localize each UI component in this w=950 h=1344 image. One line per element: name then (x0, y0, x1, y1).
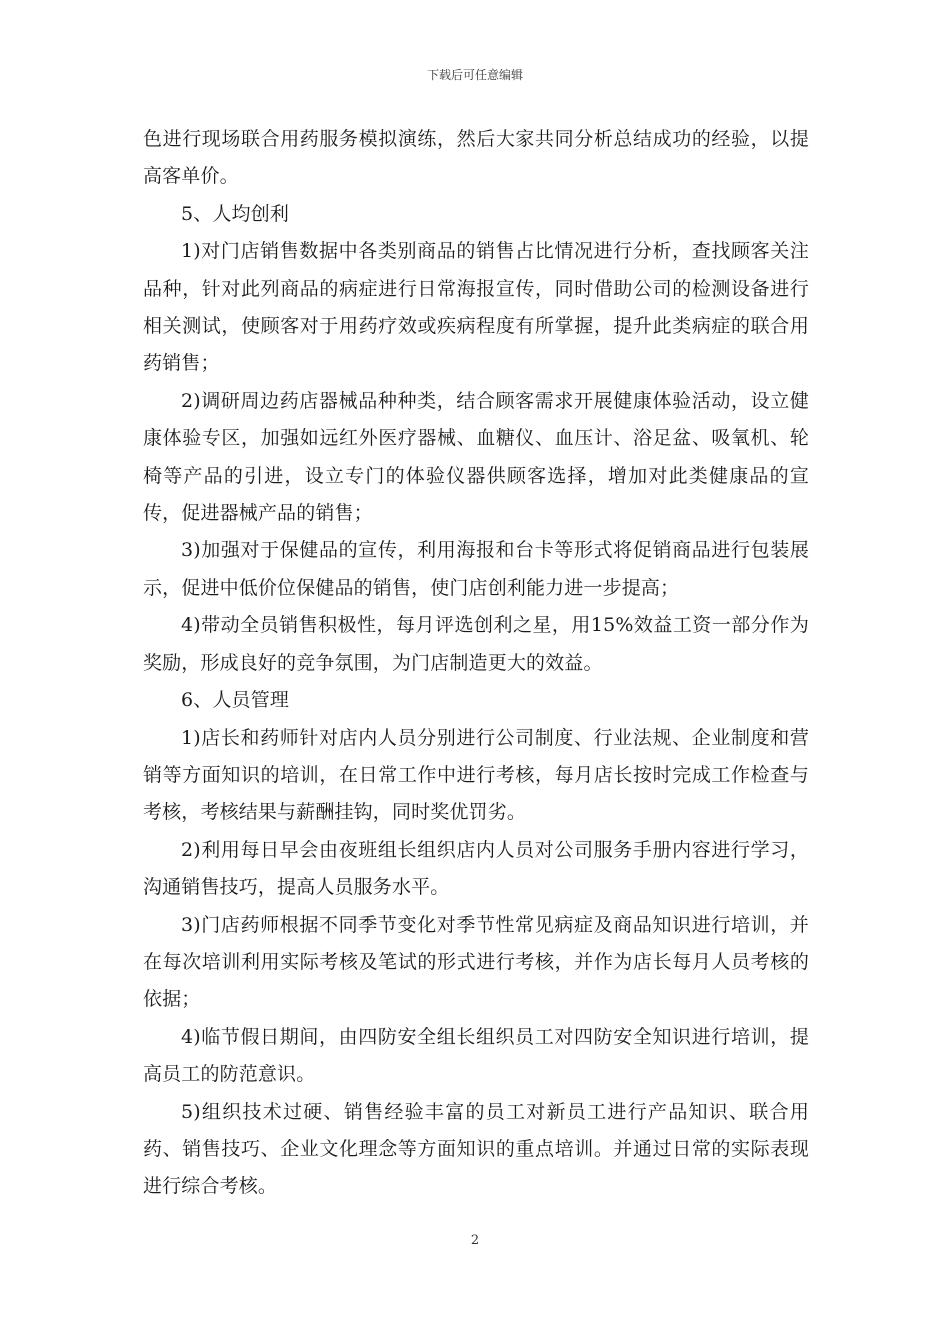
paragraph-health-products: 3)加强对于保健品的宣传，利用海报和台卡等形式将促销商品进行包装展示，促进中低价位保健品的销售，使门店创利能力进一步提高； (143, 539, 809, 599)
page-header: 下载后可任意编辑 (426, 68, 523, 82)
paragraph-safety-training: 4)临节假日期间，由四防安全组长组织员工对四防安全知识进行培训，提高员工的防范意识。 (143, 1025, 809, 1086)
paragraph-seasonal-training: 3)门店药师根据不同季节变化对季节性常见病症及商品知识进行培训，并在每次培训利用实际考核及笔试的形式进行考核，并作为店长每月人员考核的依据； (143, 913, 809, 1011)
paragraph-new-staff-training: 5)组织技术过硬、销售经验丰富的员工对新员工进行产品知识、联合用药、销售技巧、企业文化理念等方面知识的重点培训。并通过日常的实际表现进行综合考核。 (143, 1100, 809, 1198)
section-heading-personnel-management: 6、人员管理 (181, 689, 289, 712)
paragraph-staff-training: 1)店长和药师针对店内人员分别进行公司制度、行业法规、企业制度和营销等方面知识的培训，在日常工作中进行考核，每月店长按时完成工作检查与考核，考核结果与薪酬挂钩，同时奖优罚劣。 (143, 726, 809, 824)
section-heading-per-capita-profit: 5、人均创利 (181, 202, 289, 225)
paragraph-health-experience: 2)调研周边药店器械品种种类，结合顾客需求开展健康体验活动，设立健康体验专区，加强如远红外医疗器械、血糖仪、血压计、浴足盆、吸氧机、轮椅等产品的引进，设立专门的体验仪器供顾客选择，增加对此类健康品的宣传，促进器械产品的销售； (143, 389, 809, 525)
paragraph-continuation: 色进行现场联合用药服务模拟演练，然后大家共同分析总结成功的经验，以提高客单价。 (143, 128, 809, 188)
paragraph-morning-meeting: 2)利用每日早会由夜班组长组织店内人员对公司服务手册内容进行学习，沟通销售技巧，提高人员服务水平。 (143, 838, 809, 899)
page-number: 2 (470, 1233, 480, 1248)
document-body (143, 121, 809, 1206)
paragraph-sales-analysis: 1)对门店销售数据中各类别商品的销售占比情况进行分析，查找顾客关注品种，针对此列商品的病症进行日常海报宣传，同时借助公司的检测设备进行相关测试，使顾客对于用药疗效或疾病程度有所掌握，提升此类病症的联合用药销售； (143, 240, 809, 375)
paragraph-sales-motivation: 4)带动全员销售积极性，每月评选创利之星，用15%效益工资一部分作为奖励，形成良好的竞争氛围，为门店制造更大的效益。 (143, 614, 809, 674)
